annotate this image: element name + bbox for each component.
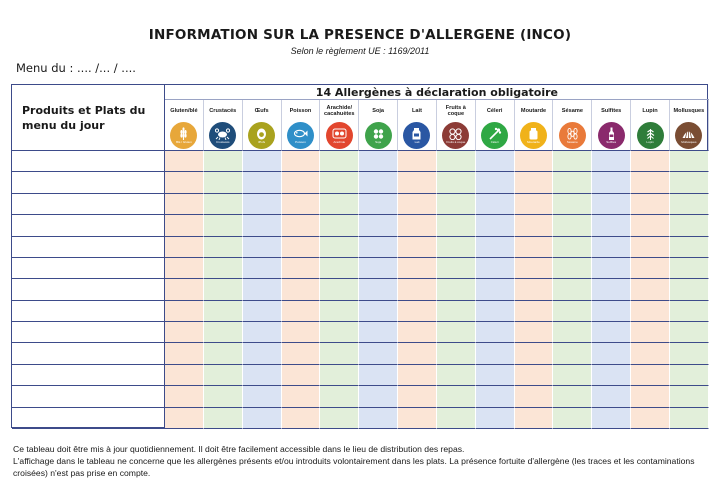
allergen-check-cell[interactable] bbox=[670, 172, 709, 193]
allergen-check-cell[interactable] bbox=[515, 279, 554, 300]
allergen-check-cell[interactable] bbox=[670, 279, 709, 300]
allergen-check-cell[interactable] bbox=[320, 151, 359, 172]
allergen-check-cell[interactable] bbox=[359, 322, 398, 343]
allergen-check-cell[interactable] bbox=[476, 322, 515, 343]
allergen-check-cell[interactable] bbox=[282, 172, 321, 193]
allergen-check-cell[interactable] bbox=[631, 215, 670, 236]
allergen-check-cell[interactable] bbox=[515, 343, 554, 364]
product-name-cell[interactable] bbox=[12, 258, 165, 279]
allergen-check-cell[interactable] bbox=[670, 237, 709, 258]
allergen-check-cell[interactable] bbox=[165, 172, 204, 193]
allergen-check-cell[interactable] bbox=[476, 258, 515, 279]
allergen-check-cell[interactable] bbox=[320, 172, 359, 193]
allergen-check-cell[interactable] bbox=[515, 151, 554, 172]
allergen-check-cell[interactable] bbox=[515, 408, 554, 429]
allergen-check-cell[interactable] bbox=[476, 301, 515, 322]
allergen-check-cell[interactable] bbox=[437, 343, 476, 364]
page-title: INFORMATION SUR LA PRESENCE D'ALLERGENE (INCO) bbox=[148, 27, 572, 43]
allergen-check-cell[interactable] bbox=[243, 151, 282, 172]
allergen-check-cell[interactable] bbox=[553, 172, 592, 193]
allergen-check-cell[interactable] bbox=[359, 237, 398, 258]
allergen-check-cell[interactable] bbox=[243, 215, 282, 236]
allergen-check-cell[interactable] bbox=[320, 258, 359, 279]
allergen-icon-caption: Blé / Gluten bbox=[176, 140, 192, 144]
allergen-check-cell[interactable] bbox=[631, 172, 670, 193]
allergen-check-cell[interactable] bbox=[165, 258, 204, 279]
allergen-check-cell[interactable] bbox=[320, 279, 359, 300]
allergen-check-cell[interactable] bbox=[515, 237, 554, 258]
allergen-column-5 bbox=[320, 100, 359, 151]
allergen-check-cell[interactable] bbox=[553, 386, 592, 407]
allergen-check-cell[interactable] bbox=[165, 301, 204, 322]
allergen-check-cell[interactable] bbox=[243, 301, 282, 322]
allergen-check-cell[interactable] bbox=[398, 301, 437, 322]
allergen-label: Gluten/blé bbox=[170, 107, 198, 114]
crab-icon bbox=[209, 122, 236, 149]
allergen-check-cell[interactable] bbox=[243, 258, 282, 279]
allergen-check-cell[interactable] bbox=[553, 408, 592, 429]
allergen-check-cell[interactable] bbox=[204, 322, 243, 343]
allergen-check-cell[interactable] bbox=[282, 408, 321, 429]
allergen-check-cell[interactable] bbox=[670, 386, 709, 407]
allergen-label: Moutarde bbox=[520, 107, 547, 114]
allergen-check-cell[interactable] bbox=[282, 215, 321, 236]
allergen-check-cell[interactable] bbox=[592, 258, 631, 279]
allergen-column-4 bbox=[282, 100, 321, 151]
milk-icon bbox=[403, 122, 430, 149]
allergen-check-cell[interactable] bbox=[553, 343, 592, 364]
allergen-label: Sésame bbox=[561, 107, 583, 114]
allergen-check-cell[interactable] bbox=[398, 343, 437, 364]
allergen-check-cell[interactable] bbox=[204, 215, 243, 236]
allergen-check-cell[interactable] bbox=[359, 194, 398, 215]
allergen-label: Mollusques bbox=[673, 107, 705, 114]
allergen-check-cell[interactable] bbox=[320, 301, 359, 322]
allergen-check-cell[interactable] bbox=[398, 237, 437, 258]
allergen-check-cell[interactable] bbox=[359, 172, 398, 193]
wheat-icon bbox=[170, 122, 197, 149]
allergen-check-cell[interactable] bbox=[476, 172, 515, 193]
allergen-table bbox=[11, 84, 708, 428]
allergen-check-cell[interactable] bbox=[592, 172, 631, 193]
allergen-check-cell[interactable] bbox=[165, 365, 204, 386]
allergen-column-7 bbox=[398, 100, 437, 151]
allergen-icon-caption: Sésame bbox=[566, 140, 578, 144]
allergen-check-cell[interactable] bbox=[204, 151, 243, 172]
allergen-check-cell[interactable] bbox=[592, 343, 631, 364]
allergen-column-10 bbox=[515, 100, 554, 151]
allergen-column-12 bbox=[592, 100, 631, 151]
allergen-check-cell[interactable] bbox=[553, 258, 592, 279]
allergen-check-cell[interactable] bbox=[282, 343, 321, 364]
allergen-check-cell[interactable] bbox=[320, 408, 359, 429]
allergen-check-cell[interactable] bbox=[204, 279, 243, 300]
footer-note-update: Ce tableau doit être mis à jour quotidiennement. Il doit être facilement accessible dans le lieu de distribution des repas. bbox=[13, 444, 465, 454]
product-name-cell[interactable] bbox=[12, 386, 165, 407]
allergen-check-cell[interactable] bbox=[398, 258, 437, 279]
allergen-check-cell[interactable] bbox=[476, 237, 515, 258]
allergen-check-cell[interactable] bbox=[398, 215, 437, 236]
product-name-cell[interactable] bbox=[12, 343, 165, 364]
allergen-check-cell[interactable] bbox=[320, 194, 359, 215]
allergen-check-cell[interactable] bbox=[320, 322, 359, 343]
allergen-check-cell[interactable] bbox=[243, 386, 282, 407]
allergen-check-cell[interactable] bbox=[398, 386, 437, 407]
allergen-column-1 bbox=[165, 100, 204, 151]
allergen-check-cell[interactable] bbox=[282, 386, 321, 407]
allergen-check-cell[interactable] bbox=[282, 365, 321, 386]
allergen-check-cell[interactable] bbox=[592, 215, 631, 236]
product-name-cell[interactable] bbox=[12, 301, 165, 322]
allergen-check-cell[interactable] bbox=[437, 386, 476, 407]
allergen-check-cell[interactable] bbox=[515, 386, 554, 407]
allergen-check-cell[interactable] bbox=[476, 386, 515, 407]
allergen-check-cell[interactable] bbox=[631, 408, 670, 429]
allergen-check-cell[interactable] bbox=[437, 301, 476, 322]
shell-icon bbox=[675, 122, 702, 149]
allergen-check-cell[interactable] bbox=[320, 343, 359, 364]
allergen-check-cell[interactable] bbox=[670, 258, 709, 279]
product-name-cell[interactable] bbox=[12, 172, 165, 193]
allergen-check-cell[interactable] bbox=[165, 386, 204, 407]
allergen-check-cell[interactable] bbox=[631, 301, 670, 322]
allergen-check-cell[interactable] bbox=[515, 258, 554, 279]
allergen-icon-caption: Lait bbox=[414, 140, 420, 144]
allergen-check-cell[interactable] bbox=[631, 151, 670, 172]
soy-icon bbox=[365, 122, 392, 149]
allergen-check-cell[interactable] bbox=[398, 151, 437, 172]
allergen-check-cell[interactable] bbox=[476, 194, 515, 215]
allergen-label: Fruits à coque bbox=[445, 104, 466, 117]
allergen-label: Sulfites bbox=[601, 107, 622, 114]
allergen-check-cell[interactable] bbox=[437, 237, 476, 258]
wine-bottle-icon bbox=[598, 122, 625, 149]
allergen-icon-caption: Poisson bbox=[295, 140, 306, 144]
allergen-check-cell[interactable] bbox=[359, 258, 398, 279]
regulation-subtitle: Selon le règlement UE : 1169/2011 bbox=[290, 46, 430, 56]
allergen-check-cell[interactable] bbox=[243, 322, 282, 343]
allergen-check-cell[interactable] bbox=[243, 279, 282, 300]
allergen-check-cell[interactable] bbox=[398, 279, 437, 300]
allergen-check-cell[interactable] bbox=[553, 194, 592, 215]
allergen-check-cell[interactable] bbox=[359, 279, 398, 300]
allergen-check-cell[interactable] bbox=[243, 194, 282, 215]
allergen-label: Œufs bbox=[254, 107, 269, 114]
allergen-check-cell[interactable] bbox=[592, 408, 631, 429]
allergen-check-cell[interactable] bbox=[359, 301, 398, 322]
allergen-check-cell[interactable] bbox=[592, 279, 631, 300]
allergen-check-cell[interactable] bbox=[670, 151, 709, 172]
product-name-cell[interactable] bbox=[12, 151, 165, 172]
product-name-cell[interactable] bbox=[12, 194, 165, 215]
allergen-label: Lupin bbox=[642, 107, 658, 114]
allergen-check-cell[interactable] bbox=[165, 343, 204, 364]
allergen-check-cell[interactable] bbox=[204, 237, 243, 258]
allergen-check-cell[interactable] bbox=[165, 237, 204, 258]
allergen-label: Crustacés bbox=[209, 107, 237, 114]
allergen-icon-caption: Céleri bbox=[490, 140, 499, 144]
allergen-check-cell[interactable] bbox=[631, 194, 670, 215]
allergen-check-cell[interactable] bbox=[515, 215, 554, 236]
allergen-check-cell[interactable] bbox=[631, 258, 670, 279]
allergen-check-cell[interactable] bbox=[631, 343, 670, 364]
allergen-column-9 bbox=[476, 100, 515, 151]
allergen-check-cell[interactable] bbox=[437, 365, 476, 386]
mustard-icon bbox=[520, 122, 547, 149]
allergen-check-cell[interactable] bbox=[515, 194, 554, 215]
allergen-check-cell[interactable] bbox=[165, 279, 204, 300]
footer-notes bbox=[13, 443, 713, 479]
allergen-icon-caption: Mollusques bbox=[681, 140, 697, 144]
allergen-check-cell[interactable] bbox=[165, 151, 204, 172]
allergen-check-cell[interactable] bbox=[592, 386, 631, 407]
allergen-check-cell[interactable] bbox=[282, 279, 321, 300]
product-name-cell[interactable] bbox=[12, 322, 165, 343]
allergen-check-cell[interactable] bbox=[165, 194, 204, 215]
celery-icon bbox=[481, 122, 508, 149]
allergen-check-cell[interactable] bbox=[553, 301, 592, 322]
allergen-check-cell[interactable] bbox=[282, 151, 321, 172]
allergen-check-cell[interactable] bbox=[631, 322, 670, 343]
allergen-label: Lait bbox=[412, 107, 422, 114]
allergen-check-cell[interactable] bbox=[437, 151, 476, 172]
allergen-icon-caption: Lupin bbox=[646, 140, 654, 144]
allergen-label: Poisson bbox=[289, 107, 312, 114]
allergen-check-cell[interactable] bbox=[165, 408, 204, 429]
allergen-check-cell[interactable] bbox=[670, 194, 709, 215]
allergen-icon-caption: Arachide bbox=[333, 140, 346, 144]
allergen-check-cell[interactable] bbox=[592, 365, 631, 386]
allergen-check-cell[interactable] bbox=[515, 301, 554, 322]
allergen-check-cell[interactable] bbox=[437, 408, 476, 429]
product-name-cell[interactable] bbox=[12, 237, 165, 258]
product-name-cell[interactable] bbox=[12, 365, 165, 386]
egg-icon bbox=[248, 122, 275, 149]
allergen-check-cell[interactable] bbox=[398, 408, 437, 429]
allergen-check-cell[interactable] bbox=[592, 237, 631, 258]
allergen-check-cell[interactable] bbox=[282, 237, 321, 258]
allergen-check-cell[interactable] bbox=[476, 279, 515, 300]
allergen-check-cell[interactable] bbox=[553, 237, 592, 258]
allergen-check-cell[interactable] bbox=[204, 365, 243, 386]
products-column-header: Produits et Plats du menu du jour bbox=[12, 85, 165, 151]
allergen-column-2 bbox=[204, 100, 243, 151]
allergen-check-cell[interactable] bbox=[398, 322, 437, 343]
allergen-check-cell[interactable] bbox=[204, 172, 243, 193]
allergen-check-cell[interactable] bbox=[398, 172, 437, 193]
allergen-check-cell[interactable] bbox=[592, 151, 631, 172]
allergen-check-cell[interactable] bbox=[204, 258, 243, 279]
allergen-check-cell[interactable] bbox=[476, 408, 515, 429]
allergen-check-cell[interactable] bbox=[282, 322, 321, 343]
allergen-check-cell[interactable] bbox=[553, 322, 592, 343]
allergen-icon-caption: Sulfites bbox=[606, 140, 617, 144]
allergen-icon-caption: Crustacés bbox=[216, 140, 230, 144]
allergen-check-cell[interactable] bbox=[670, 301, 709, 322]
allergen-check-cell[interactable] bbox=[515, 172, 554, 193]
allergen-label: Arachide/ cacahuètes bbox=[324, 104, 355, 117]
allergen-check-cell[interactable] bbox=[243, 172, 282, 193]
allergen-check-cell[interactable] bbox=[320, 365, 359, 386]
allergen-check-cell[interactable] bbox=[631, 279, 670, 300]
allergen-column-6 bbox=[359, 100, 398, 151]
allergens-group-header: 14 Allergènes à déclaration obligatoire bbox=[165, 85, 709, 100]
allergen-check-cell[interactable] bbox=[243, 237, 282, 258]
allergen-check-cell[interactable] bbox=[631, 237, 670, 258]
allergen-check-cell[interactable] bbox=[243, 343, 282, 364]
allergen-check-cell[interactable] bbox=[437, 215, 476, 236]
allergen-check-cell[interactable] bbox=[204, 194, 243, 215]
allergen-check-cell[interactable] bbox=[592, 194, 631, 215]
allergen-check-cell[interactable] bbox=[631, 386, 670, 407]
fish-icon bbox=[287, 122, 314, 149]
allergen-check-cell[interactable] bbox=[359, 343, 398, 364]
allergen-check-cell[interactable] bbox=[553, 279, 592, 300]
allergen-column-8 bbox=[437, 100, 476, 151]
allergen-check-cell[interactable] bbox=[359, 151, 398, 172]
allergen-icon-caption: Moutarde bbox=[527, 140, 540, 144]
allergen-label: Céleri bbox=[486, 107, 503, 114]
allergen-check-cell[interactable] bbox=[670, 215, 709, 236]
allergen-check-cell[interactable] bbox=[437, 279, 476, 300]
allergen-check-cell[interactable] bbox=[553, 151, 592, 172]
allergen-check-cell[interactable] bbox=[398, 194, 437, 215]
allergen-check-cell[interactable] bbox=[592, 301, 631, 322]
allergen-icon-caption: Soja bbox=[375, 140, 382, 144]
lupin-icon bbox=[637, 122, 664, 149]
allergen-check-cell[interactable] bbox=[476, 215, 515, 236]
sesame-icon bbox=[559, 122, 586, 149]
allergen-check-cell[interactable] bbox=[631, 365, 670, 386]
allergen-check-cell[interactable] bbox=[515, 322, 554, 343]
allergen-check-cell[interactable] bbox=[320, 215, 359, 236]
allergen-check-cell[interactable] bbox=[359, 386, 398, 407]
allergen-check-cell[interactable] bbox=[204, 343, 243, 364]
allergen-check-cell[interactable] bbox=[165, 322, 204, 343]
allergen-check-cell[interactable] bbox=[282, 258, 321, 279]
allergen-check-cell[interactable] bbox=[282, 194, 321, 215]
allergen-check-cell[interactable] bbox=[670, 408, 709, 429]
allergen-check-cell[interactable] bbox=[359, 408, 398, 429]
allergen-check-cell[interactable] bbox=[515, 365, 554, 386]
allergen-check-cell[interactable] bbox=[204, 301, 243, 322]
allergen-check-cell[interactable] bbox=[320, 386, 359, 407]
allergen-check-cell[interactable] bbox=[437, 194, 476, 215]
allergen-icon-caption: Œufs bbox=[258, 140, 266, 144]
allergen-check-cell[interactable] bbox=[670, 343, 709, 364]
allergen-check-cell[interactable] bbox=[204, 408, 243, 429]
allergen-check-cell[interactable] bbox=[670, 365, 709, 386]
allergen-column-13 bbox=[631, 100, 670, 151]
peanut-icon bbox=[326, 122, 353, 149]
allergen-check-cell[interactable] bbox=[243, 408, 282, 429]
product-name-cell[interactable] bbox=[12, 408, 165, 429]
nut-icon bbox=[442, 122, 469, 149]
allergen-check-cell[interactable] bbox=[476, 343, 515, 364]
allergen-check-cell[interactable] bbox=[243, 365, 282, 386]
allergen-icon-caption: Fruits à coque bbox=[446, 140, 466, 144]
allergen-check-cell[interactable] bbox=[165, 215, 204, 236]
menu-date-field[interactable]: Menu du : .... /... / .... bbox=[16, 61, 136, 75]
allergen-check-cell[interactable] bbox=[476, 365, 515, 386]
allergen-check-cell[interactable] bbox=[204, 386, 243, 407]
allergen-column-3 bbox=[243, 100, 282, 151]
allergen-label: Soja bbox=[372, 107, 385, 114]
allergen-check-cell[interactable] bbox=[320, 237, 359, 258]
allergen-check-cell[interactable] bbox=[359, 365, 398, 386]
allergen-check-cell[interactable] bbox=[553, 365, 592, 386]
allergen-check-cell[interactable] bbox=[282, 301, 321, 322]
product-name-cell[interactable] bbox=[12, 215, 165, 236]
allergen-check-cell[interactable] bbox=[359, 215, 398, 236]
footer-note-scope: L'affichage dans le tableau ne concerne que les allergènes présents et/ou introduits volontairement dans les plats. La présence fortuite d'allergène (les traces et les contaminations croisées) n'est pas prise en compte. bbox=[13, 456, 695, 478]
allergen-check-cell[interactable] bbox=[437, 258, 476, 279]
allergen-check-cell[interactable] bbox=[553, 215, 592, 236]
allergen-column-11 bbox=[553, 100, 592, 151]
allergen-check-cell[interactable] bbox=[592, 322, 631, 343]
allergen-check-cell[interactable] bbox=[476, 151, 515, 172]
allergen-check-cell[interactable] bbox=[398, 365, 437, 386]
allergen-column-14 bbox=[670, 100, 709, 151]
allergen-check-cell[interactable] bbox=[437, 172, 476, 193]
product-name-cell[interactable] bbox=[12, 279, 165, 300]
allergen-check-cell[interactable] bbox=[670, 322, 709, 343]
allergen-check-cell[interactable] bbox=[437, 322, 476, 343]
